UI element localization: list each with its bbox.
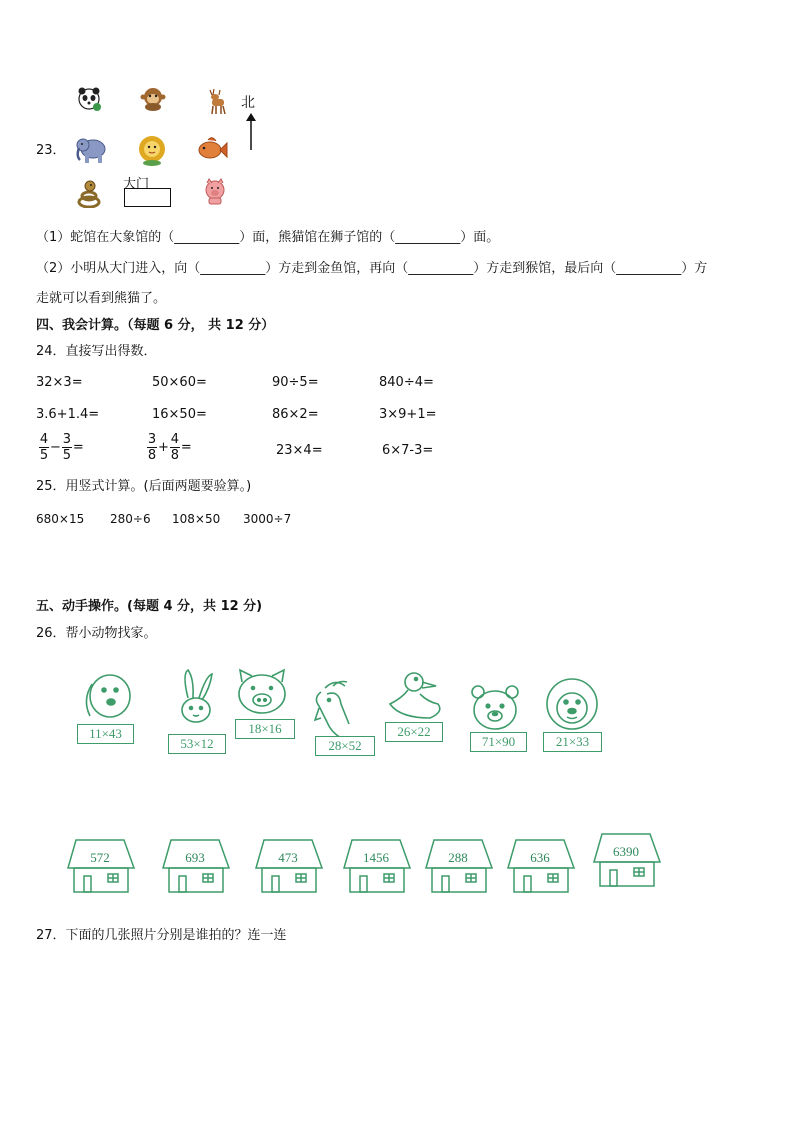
north-arrow-icon <box>244 112 258 156</box>
goldfish-icon <box>196 134 228 164</box>
calc-item: 6×7-3= <box>382 443 434 458</box>
house-number: 288 <box>448 850 468 865</box>
question-23-sub2-line2: 走就可以看到熊猫了。 <box>36 291 167 306</box>
operator: − <box>50 440 61 455</box>
denominator: 8 <box>170 448 180 463</box>
equals: = <box>72 440 84 455</box>
pig-icon <box>202 178 228 206</box>
panda-icon <box>76 86 102 112</box>
house <box>336 836 416 894</box>
house-number: 473 <box>278 850 298 865</box>
house-number: 6390 <box>613 844 639 859</box>
north-label: 北 <box>241 95 255 111</box>
fraction-expression-1 <box>38 432 84 463</box>
house-number: 636 <box>530 850 550 865</box>
monkey-icon <box>140 86 166 112</box>
question-27-title: 27．下面的几张照片分别是谁拍的？连一连 <box>36 928 287 943</box>
animal-sign: 71×90 <box>470 732 527 752</box>
animal-sign: 18×16 <box>235 719 295 739</box>
question-24-title: 24．直接写出得数． <box>36 344 157 359</box>
question-23-number: 23． <box>36 143 66 158</box>
monkey-icon <box>540 676 604 734</box>
deer-icon <box>204 88 230 114</box>
house <box>418 836 498 894</box>
denominator: 8 <box>147 448 157 463</box>
calc-item: 90÷5= <box>272 375 319 390</box>
calc-item: 23×4= <box>276 443 323 458</box>
numerator: 4 <box>39 432 49 447</box>
numerator: 3 <box>62 432 72 447</box>
gate-box <box>124 188 171 207</box>
calc-item: 840÷4= <box>379 375 434 390</box>
dog-icon <box>78 670 138 730</box>
section-5-title: 五、动手操作。(每题 4 分，共 12 分) <box>36 599 263 614</box>
numerator: 4 <box>170 432 180 447</box>
lion-icon <box>136 134 168 166</box>
vertical-calc-item: 108×50 <box>172 512 221 526</box>
gate-label: 大门 <box>123 177 150 192</box>
animal-sign: 21×33 <box>543 732 602 752</box>
snake-icon <box>76 178 102 208</box>
vertical-calc-item: 680×15 <box>36 512 85 526</box>
house <box>500 836 580 894</box>
question-25-title: 25．用竖式计算。(后面两题要验算。) <box>36 479 252 494</box>
house <box>155 836 235 894</box>
pig-icon <box>232 668 292 720</box>
operator: + <box>158 440 169 455</box>
house-number: 1456 <box>363 850 389 865</box>
elephant-icon <box>74 134 108 166</box>
numerator: 3 <box>147 432 157 447</box>
house <box>248 836 328 894</box>
calc-item: 50×60= <box>152 375 207 390</box>
fraction-expression-2 <box>146 432 192 463</box>
denominator: 5 <box>62 448 72 463</box>
calc-item: 32×3= <box>36 375 83 390</box>
animal-sign: 28×52 <box>315 736 375 756</box>
calc-item: 86×2= <box>272 407 319 422</box>
equals: = <box>180 440 192 455</box>
vertical-calc-item: 3000÷7 <box>243 512 292 526</box>
question-23-sub1: （1）蛇馆在大象馆的（__________）面，熊猫馆在狮子馆的（__________）面。 <box>36 230 500 245</box>
animal-sign: 26×22 <box>385 722 443 742</box>
duck-icon <box>380 668 450 728</box>
house-number: 693 <box>185 850 205 865</box>
question-23-sub2-line1: （2）小明从大门进入，向（__________）方走到金鱼馆，再向（__________）方走到猴馆，最后向（__________）方 <box>36 261 708 276</box>
animal-sign: 53×12 <box>168 734 226 754</box>
calc-item: 3.6+1.4= <box>36 407 100 422</box>
house <box>60 836 140 894</box>
house <box>586 830 666 888</box>
calc-item: 3×9+1= <box>379 407 437 422</box>
calc-item: 16×50= <box>152 407 207 422</box>
rabbit-icon <box>166 668 226 738</box>
section-4-title: 四、我会计算。（每题 6 分， 共 12 分） <box>36 318 275 333</box>
vertical-calc-item: 280÷6 <box>110 512 151 526</box>
animal-sign: 11×43 <box>77 724 134 744</box>
question-26-title: 26．帮小动物找家。 <box>36 626 157 641</box>
denominator: 5 <box>39 448 49 463</box>
house-number: 572 <box>90 850 110 865</box>
bear-icon <box>468 684 522 732</box>
